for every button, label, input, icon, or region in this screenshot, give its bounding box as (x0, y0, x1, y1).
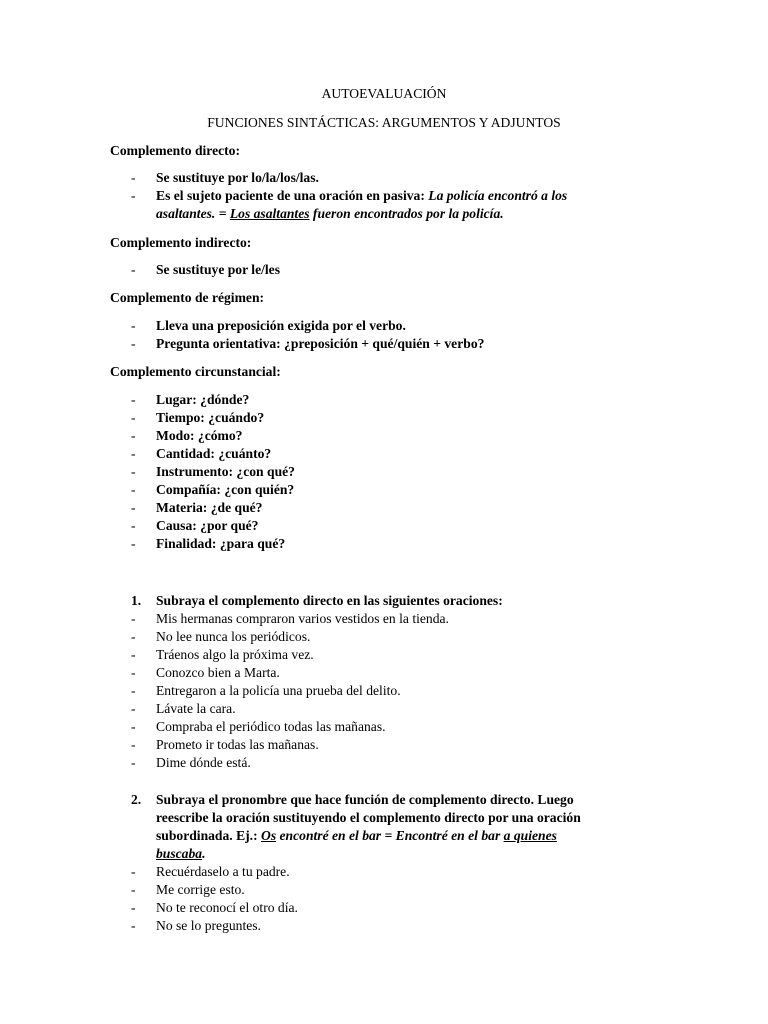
underlined-subordinate: a quienes (503, 828, 557, 843)
list-dash: - (131, 518, 136, 533)
exercise-sentence: Dime dónde está. (156, 755, 251, 770)
exercise-prompt-line: reescribe la oración sustituyendo el complemento directo por una oración (156, 810, 581, 825)
section-heading-cr: Complemento de régimen: (110, 290, 265, 305)
underlined-subordinate: buscaba (156, 846, 203, 861)
list-dash: - (131, 611, 136, 626)
list-dash: - (131, 683, 136, 698)
list-dash: - (131, 900, 136, 915)
list-item: Pregunta orientativa: ¿preposición + qué/quién + verbo? (156, 336, 485, 351)
exercise-sentence: Conozco bien a Marta. (156, 665, 280, 680)
list-dash: - (131, 737, 136, 752)
list-item: Modo: ¿cómo? (156, 428, 243, 443)
list-item: Lugar: ¿dónde? (156, 392, 250, 407)
exercise-prompt-line (156, 845, 205, 863)
prompt-text: subordinada. Ej.: (156, 828, 262, 843)
list-dash: - (131, 882, 136, 897)
list-dash: - (131, 464, 136, 479)
exercise-number: 1. (131, 593, 142, 608)
list-dash: - (131, 500, 136, 515)
exercise-number: 2. (131, 792, 142, 807)
list-dash: - (131, 719, 136, 734)
list-dash: - (131, 318, 136, 333)
exercise-sentence: Mis hermanas compraron varios vestidos en la tienda. (156, 611, 449, 626)
list-item: Instrumento: ¿con qué? (156, 464, 295, 479)
list-dash: - (131, 864, 136, 879)
exercise-sentence: Entregaron a la policía una prueba del delito. (156, 683, 401, 698)
list-dash: - (131, 262, 136, 277)
list-item: Cantidad: ¿cuánto? (156, 446, 272, 461)
exercise-prompt: Subraya el complemento directo en las siguientes oraciones: (156, 593, 503, 608)
list-item: Compañía: ¿con quién? (156, 482, 295, 497)
list-dash: - (131, 446, 136, 461)
list-item (156, 187, 567, 205)
list-dash: - (131, 428, 136, 443)
section-heading-cc: Complemento circunstancial: (110, 364, 281, 379)
list-item: Tiempo: ¿cuándo? (156, 410, 265, 425)
exercise-prompt-line: Subraya el pronombre que hace función de complemento directo. Luego (156, 792, 574, 807)
exercise-sentence: No lee nunca los periódicos. (156, 629, 311, 644)
list-dash: - (131, 410, 136, 425)
section-heading-ci: Complemento indirecto: (110, 235, 252, 250)
exercise-prompt-line (156, 827, 557, 845)
list-dash: - (131, 536, 136, 551)
list-item: Finalidad: ¿para qué? (156, 536, 286, 551)
list-item: Materia: ¿de qué? (156, 500, 263, 515)
example-sentence: asaltantes. = (156, 206, 230, 221)
list-dash: - (131, 482, 136, 497)
underlined-pronoun: Os (261, 828, 277, 843)
page-title: AUTOEVALUACIÓN (321, 86, 447, 101)
example-sentence: La policía encontró a los (428, 188, 568, 203)
list-dash: - (131, 629, 136, 644)
period: . (202, 846, 206, 861)
example-sentence: encontré en el bar = Encontré en el bar (276, 828, 504, 843)
list-dash: - (131, 755, 136, 770)
exercise-sentence: Tráenos algo la próxima vez. (156, 647, 314, 662)
list-dash: - (131, 665, 136, 680)
list-item: Causa: ¿por qué? (156, 518, 259, 533)
list-dash: - (131, 336, 136, 351)
page-subtitle: FUNCIONES SINTÁCTICAS: ARGUMENTOS Y ADJUNTOS (207, 115, 561, 130)
section-heading-cd: Complemento directo: (110, 143, 240, 158)
exercise-sentence: Compraba el periódico todas las mañanas. (156, 719, 386, 734)
exercise-sentence: No te reconocí el otro día. (156, 900, 298, 915)
underlined-subject: Los asaltantes (229, 206, 310, 221)
list-dash: - (131, 392, 136, 407)
list-dash: - (131, 188, 136, 203)
list-item: Se sustituye por lo/la/los/las. (156, 170, 319, 185)
list-item: Se sustituye por le/les (156, 262, 280, 277)
exercise-sentence: Prometo ir todas las mañanas. (156, 737, 319, 752)
exercise-sentence: No se lo preguntes. (156, 918, 261, 933)
exercise-sentence: Recuérdaselo a tu padre. (156, 864, 290, 879)
list-dash: - (131, 170, 136, 185)
list-item: Lleva una preposición exigida por el verbo. (156, 318, 406, 333)
list-item-continuation (156, 205, 504, 223)
list-dash: - (131, 647, 136, 662)
example-sentence: fueron encontrados por la policía. (309, 206, 504, 221)
exercise-sentence: Me corrige esto. (156, 882, 245, 897)
exercise-sentence: Lávate la cara. (156, 701, 236, 716)
list-dash: - (131, 701, 136, 716)
list-item-text: Es el sujeto paciente de una oración en pasiva: (156, 188, 429, 203)
list-dash: - (131, 918, 136, 933)
